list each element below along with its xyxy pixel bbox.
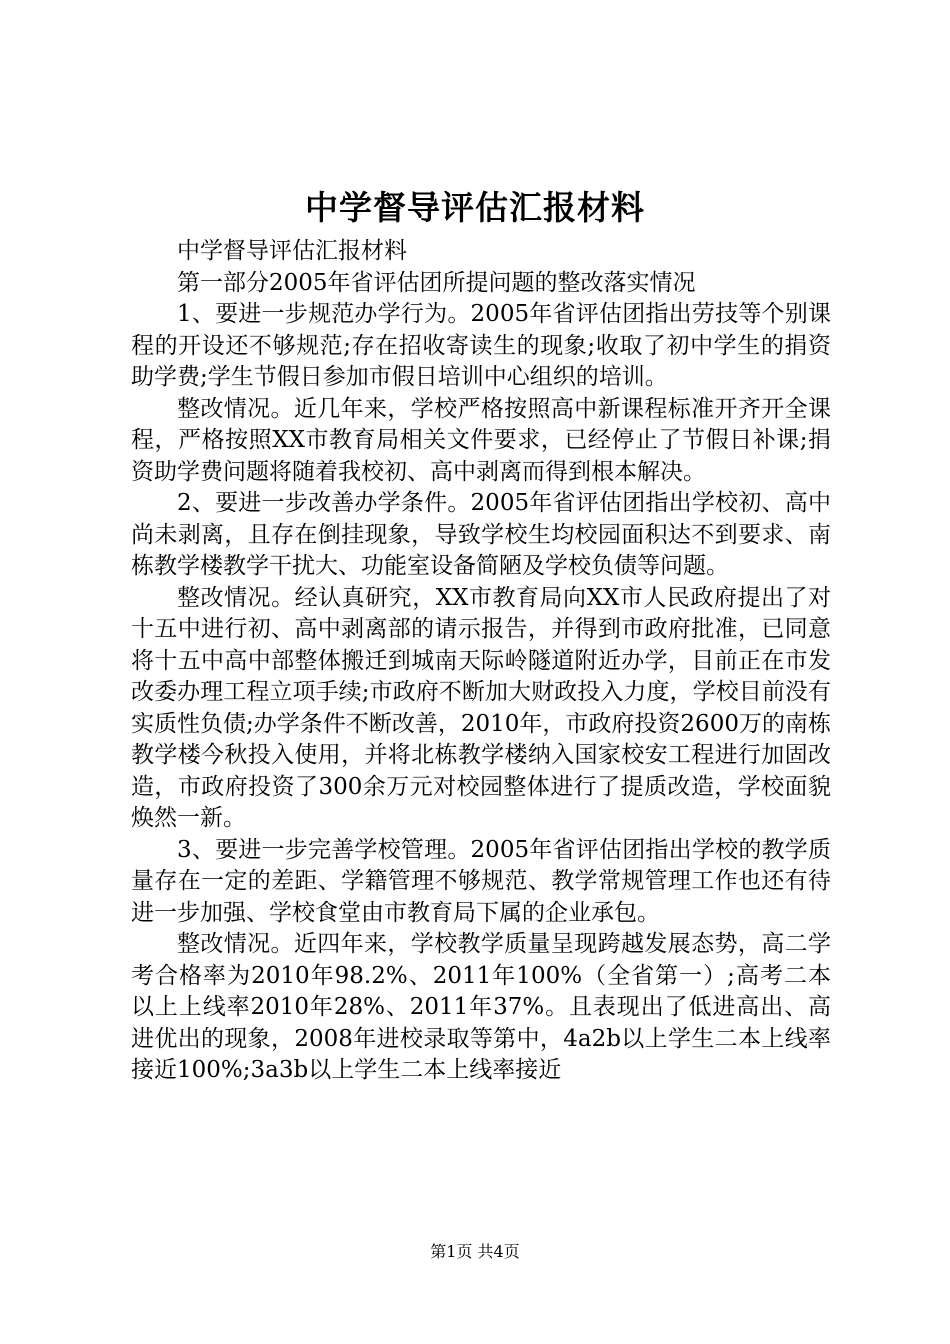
paragraph-subtitle: 中学督导评估汇报材料 (177, 238, 407, 264)
paragraph-issue-3: 3、要进一步完善学校管理。2005年省评估团指出学校的教学质量存在一定的差距、学籍管理不够规范、教学常规管理工作也还有待进一步加强、学校食堂由市教育局下属的企业承包。 (131, 836, 831, 926)
paragraph-rectification-1: 整改情况。近几年来，学校严格按照高中新课程标准开齐开全课程，严格按照XX市教育局相关文件要求，已经停止了节假日补课;捐资助学费问题将随着我校初、高中剥离而得到根本解决。 (131, 395, 831, 485)
paragraph-issue-2: 2、要进一步改善办学条件。2005年省评估团指出学校初、高中尚未剥离，且存在倒挂现象，导致学校生均校园面积达不到要求、南栋教学楼教学干扰大、功能室设备简陋及学校负债等问题。 (131, 490, 831, 579)
document-title: 中学督导评估汇报材料 (305, 188, 645, 227)
paragraph-issue-1: 1、要进一步规范办学行为。2005年省评估团指出劳技等个别课程的开设还不够规范;存在招收寄读生的现象;收取了初中学生的捐资助学费;学生节假日参加市假日培训中心组织的培训。 (131, 301, 831, 390)
paragraph-rectification-3: 整改情况。近四年来，学校教学质量呈现跨越发展态势，高二学考合格率为2010年98.2%、2011年100%（全省第一）;高考二本以上上线率2010年28%、2011年37%。且表现出了低进高出、高进优出的现象，2008年进校录取等第中，4a2b以上学生二本上线率接近100%;3a3b以上学生二本上线率接近 (131, 931, 831, 1083)
paragraph-rectification-2: 整改情况。经认真研究，XX市教育局向XX市人民政府提出了对十五中进行初、高中剥离部的请示报告，并得到市政府批准，已同意将十五中高中部整体搬迁到城南天际岭隧道附近办学，目前正在市发改委办理工程立项手续;市政府不断加大财政投入力度，学校目前没有实质性负债;办学条件不断改善，2010年，市政府投资2600万的南栋教学楼今秋投入使用，并将北栋教学楼纳入国家校安工程进行加固改造，市政府投资了300余万元对校园整体进行了提质改造，学校面貌焕然一新。 (131, 584, 831, 831)
page-number: 第1页 共4页 (430, 1242, 520, 1261)
paragraph-section-heading: 第一部分2005年省评估团所提问题的整改落实情况 (177, 269, 696, 296)
document-body (131, 236, 831, 1087)
